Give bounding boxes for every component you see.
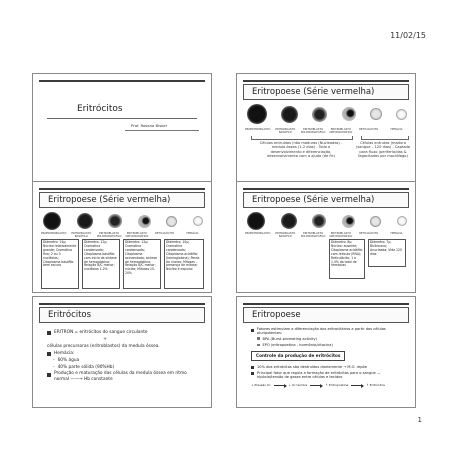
dash-bullet-icon: - xyxy=(53,365,55,370)
proerythroblast-cell xyxy=(43,212,61,230)
square-bullet-icon xyxy=(251,329,254,332)
proerythroblast-cell xyxy=(247,104,267,124)
page-header-date: 11/02/15 xyxy=(390,31,426,40)
erythrocyte-cell xyxy=(193,216,203,226)
cell-label: HEMÁCIA xyxy=(390,128,403,131)
slide-top-bar xyxy=(39,303,205,305)
slide-thumbnail-1 xyxy=(32,73,212,185)
cell-label: RETICULÓCITO xyxy=(359,232,379,235)
cell-label: PROERITROBLASTO xyxy=(41,232,67,235)
note-mature-cells: Células entrutas (madura (sangue – 120 dias) - Captada para fluxo (periferia/das & fagocitadas por macrófago) xyxy=(355,141,411,159)
slide-thumbnail-5 xyxy=(32,296,212,408)
dash-bullet-icon: - xyxy=(53,358,55,363)
orthochromatic-erythroblast-cell xyxy=(138,215,151,228)
bullet-text: BPA (Burst-promoting activity) xyxy=(262,336,318,341)
reticulocyte-cell xyxy=(370,216,381,227)
square-bullet-icon xyxy=(251,372,254,375)
cell-label: RETICULÓCITO xyxy=(155,232,175,235)
cell-label: ERITROBLASTO ORTOCROMÁTICO xyxy=(329,232,353,238)
cell-label: ERITROBLASTO ORTOCROMÁTICO xyxy=(125,232,149,238)
cell-row xyxy=(247,212,407,230)
cell-label: ERITROBLASTO POLICROMATÓFILO xyxy=(300,232,326,238)
slide-title: Eritropoese (Série vermelha) xyxy=(243,84,409,100)
bullet-text: Principal fator que regula a formação de eritrócitos para o sangue — hipóxia/tensão de gases entre células e tecidos xyxy=(257,370,381,380)
flow-step: ↑ Eritrócitos xyxy=(366,383,385,388)
cell-description-box: Diâmetro: 12µ; Cromatina condensada; Citoplasma basófilo com início da síntese de hemoglobina; Relação N/C menor; nucléolos 1-2% xyxy=(82,239,120,289)
bullet-item xyxy=(47,329,203,336)
slide-bullets xyxy=(251,327,407,389)
flow-step: ↓ Pressão O₂ xyxy=(251,383,271,388)
slide-top-bar xyxy=(39,188,205,190)
erythrocyte-cell xyxy=(397,216,407,226)
bullet-text: Hemácia: xyxy=(54,351,75,356)
bullet-item xyxy=(251,371,407,380)
control-heading-box: Controle da produção de eritrócitos xyxy=(251,351,345,361)
regulation-flow xyxy=(251,382,407,388)
arrow-right-icon xyxy=(310,385,322,386)
arrow-right-icon xyxy=(351,385,363,386)
orthochromatic-erythroblast-cell xyxy=(342,107,356,121)
slide-title: Eritrócitos xyxy=(77,104,123,114)
cell-row xyxy=(247,104,407,124)
bullet-text: ERITRON = eritrócitos do sangue circulante xyxy=(54,330,148,335)
slide-title: Eritrócitos xyxy=(39,307,205,323)
basophilic-erythroblast-cell xyxy=(281,213,297,229)
cell-label-row xyxy=(245,128,409,134)
slide-thumbnail-4 xyxy=(236,181,416,293)
bullet-item xyxy=(251,342,407,348)
note-immature-cells: Células entruídas (não maduras (Nucleadas) - medula óssea (1-2 dias) - Todo o desenvolvimento e diferenciação, desenvolvimento com a ajuda (de Fe) xyxy=(259,141,343,159)
dash-item xyxy=(47,364,203,371)
bullet-text-continued: células precursoras (eritroblastos) da medula óssea. xyxy=(47,344,160,349)
bullet-text: Fatores estimulam a diferenciação dos eritrocitários a partir das células pluripotentes: xyxy=(257,327,386,336)
slide-title: Eritropoese (Série vermelha) xyxy=(39,192,205,208)
cell-description-box: Diâmetro: 14µ; Núcleo relativamente grande; Cromatina fina; 2 ou 3 nucléolos; Citoplasma basófilo bem escuro xyxy=(41,239,79,289)
erythrocyte-cell xyxy=(396,109,407,120)
cell-row xyxy=(43,212,203,230)
orthochromatic-erythroblast-cell xyxy=(342,215,355,228)
reticulocyte-cell xyxy=(166,216,177,227)
cell-label: ERITROBLASTO POLICROMATÓFILO xyxy=(96,232,122,238)
arrow-right-icon xyxy=(274,385,286,386)
square-bullet-icon xyxy=(251,366,254,369)
flow-step: ↑ Eritropoetina xyxy=(325,383,349,388)
polychromatic-erythroblast-cell xyxy=(108,214,122,228)
flow-step: ↓ O₂ tecidos xyxy=(288,383,308,388)
bullet-item xyxy=(251,327,407,336)
cell-description-box: Diâmetro: 10µ; Cromatina condensada; Citoplasma acidófilo (hemoglobina); Perda do núcleo; Mitoses - presença de mitose; Núcleo é expulso xyxy=(164,239,204,289)
slide-top-bar xyxy=(39,80,205,82)
cell-label: ERITROBLASTO POLICROMATÓFILO xyxy=(300,128,326,134)
left-bracket xyxy=(251,136,353,140)
square-bullet-icon xyxy=(257,344,260,347)
cell-label: ERITROBLASTO BASÓFILO xyxy=(275,128,296,134)
reticulocyte-cell xyxy=(370,108,382,120)
slide-thumbnail-2 xyxy=(236,73,416,185)
polychromatic-erythroblast-cell xyxy=(312,214,326,228)
slide-title: Eritropoese (Série vermelha) xyxy=(243,192,409,208)
slide-author: Prof. Rosana Bisker xyxy=(131,123,168,128)
plus-sign: + xyxy=(103,337,107,342)
slide-title: Eritropoese xyxy=(243,307,409,323)
cell-label: PROERITROBLASTO xyxy=(245,128,271,131)
bullet-item xyxy=(47,371,203,382)
cell-label: HEMÁCIA xyxy=(186,232,199,235)
bullet-item xyxy=(47,350,203,357)
proerythroblast-cell xyxy=(247,212,265,230)
square-bullet-icon xyxy=(257,337,260,340)
slide-thumbnail-6 xyxy=(236,296,416,408)
page-number: 1 xyxy=(417,416,422,424)
bullet-text: EPO (eritropoetina - hormônio/citocina) xyxy=(262,343,333,348)
basophilic-erythroblast-cell xyxy=(77,213,93,229)
slide-top-bar xyxy=(243,188,409,190)
slide-bullets xyxy=(47,329,203,382)
square-bullet-icon xyxy=(47,373,51,377)
bullet-text: Produção e maturação das células da medula óssea em ritmo normal ——→ Hb constante xyxy=(54,371,187,382)
author-line xyxy=(125,130,199,131)
cell-label: ERITROBLASTO BASÓFILO xyxy=(71,232,92,238)
title-divider xyxy=(47,118,197,119)
cell-label: RETICULÓCITO xyxy=(359,128,379,131)
cell-label-row xyxy=(245,232,409,238)
basophilic-erythroblast-cell xyxy=(281,106,298,123)
right-bracket xyxy=(361,136,409,140)
cell-label: PROERITROBLASTO xyxy=(245,232,271,235)
cell-description-box: Diâmetro: 8µ; Núcleo: ausente; Citoplasma acidófilo com retículo (RNA); Reticulócito; 1 a 1,5% do total de hemácias xyxy=(329,239,365,279)
dash-text: 40% parte sólida (90%Hb) xyxy=(57,365,115,370)
slide-top-bar xyxy=(243,80,409,82)
dash-item xyxy=(47,357,203,364)
cell-label: ERITROBLASTO BASÓFILO xyxy=(275,232,296,238)
square-bullet-icon xyxy=(47,352,51,356)
cell-description-box: Diâmetro: 7µ; Bicôncavo; Anucleada; Vida 120 dias xyxy=(368,239,406,267)
square-bullet-icon xyxy=(47,331,51,335)
dash-text: 60% água xyxy=(57,358,80,363)
slide-top-bar xyxy=(243,303,409,305)
cell-label-row xyxy=(41,232,205,238)
polychromatic-erythroblast-cell xyxy=(312,107,327,122)
bullet-text: 10% dos eritrócitos são destruídos diariamente → M.O. repõe xyxy=(257,365,367,370)
slide-thumbnail-3 xyxy=(32,181,212,293)
cell-description-box: Diâmetro: 12µ; Cromatina condensada; Citoplasma acinzentado; síntese de hemoglobina; Relação N/C menor; núcleo; Mitoses 10-20% xyxy=(123,239,161,289)
cell-label: HEMÁCIA xyxy=(390,232,403,235)
cell-label: ERITROBLASTO ORTOCROMÁTICO xyxy=(329,128,353,134)
